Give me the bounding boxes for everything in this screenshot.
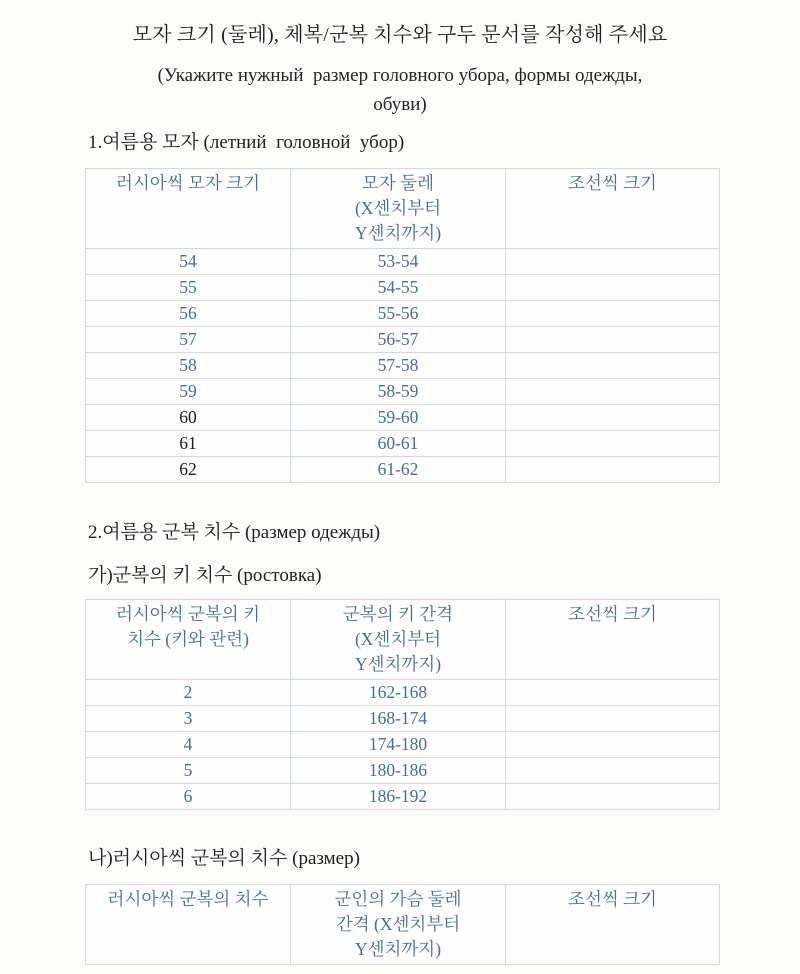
table-cell: 55 [86, 275, 291, 301]
table-cell [506, 353, 720, 379]
table-cell [506, 249, 720, 275]
column-header-line: Y센치까지) [354, 223, 442, 243]
table-cell: 59-60 [291, 405, 506, 431]
page-title: 모자 크기 (둘레), 체복/군복 치수와 구두 문서를 작성해 주세요 [132, 24, 668, 46]
table-row [86, 249, 720, 275]
subtitle-line-1: (Укажите нужный размер головного убора, формы одежды, [157, 65, 643, 86]
table-cell: 6 [86, 784, 291, 810]
table-cell: 58 [86, 353, 291, 379]
table-cell: 5 [86, 758, 291, 784]
table-cell: 168-174 [291, 706, 506, 732]
table-cell: 2 [86, 680, 291, 706]
column-header-line: 군복의 키 간격 [342, 604, 454, 624]
section-heading-summer-hat: 1.여름용 모자 (летний головной убор) [88, 132, 405, 153]
header-row [86, 885, 720, 965]
column-header [86, 600, 291, 680]
table-cell [506, 457, 720, 483]
column-header-line: 간격 (X센치부터 [335, 914, 461, 934]
table-row [86, 732, 720, 758]
column-header-line: 조선씩 크기 [568, 604, 657, 624]
column-header-line: 러시아씩 군복의 키 [116, 604, 260, 624]
column-header [506, 169, 720, 249]
header-row [86, 169, 720, 249]
table-row [86, 758, 720, 784]
uniform-height-table [85, 599, 720, 810]
table-row [86, 706, 720, 732]
table-row [86, 379, 720, 405]
column-header-line: Y센치까지) [354, 939, 442, 959]
column-header-line: 러시아씩 군복의 치수 [107, 889, 269, 909]
table-cell: 57-58 [291, 353, 506, 379]
section-heading-summer-uniform: 2.여름용 군복 치수 (размер одежды) [88, 522, 381, 543]
table-cell: 62 [86, 457, 291, 483]
hat-size-table [85, 168, 720, 483]
table-cell: 3 [86, 706, 291, 732]
column-header-line: Y센치까지) [354, 654, 442, 674]
column-header [506, 885, 720, 965]
table-cell [506, 405, 720, 431]
table-row [86, 680, 720, 706]
table-cell [506, 758, 720, 784]
table-row [86, 301, 720, 327]
header-row [86, 600, 720, 680]
table-row [86, 405, 720, 431]
table-row [86, 784, 720, 810]
table-cell: 180-186 [291, 758, 506, 784]
table-cell [506, 680, 720, 706]
column-header-line: 군인의 가슴 둘레 [334, 889, 462, 909]
table-cell: 162-168 [291, 680, 506, 706]
table-cell [506, 431, 720, 457]
table-cell: 60 [86, 405, 291, 431]
table-row [86, 431, 720, 457]
page-subtitle-russian [0, 61, 800, 119]
subtitle-line-2: обуви) [373, 94, 427, 115]
table-cell: 56-57 [291, 327, 506, 353]
column-header [506, 600, 720, 680]
column-header [86, 885, 291, 965]
table-cell: 174-180 [291, 732, 506, 758]
column-header-line: (X센치부터 [354, 629, 442, 649]
section-heading-uniform-height: 가)군복의 키 치수 (ростовка) [88, 565, 322, 586]
table-cell [506, 732, 720, 758]
table-row [86, 327, 720, 353]
table-cell: 4 [86, 732, 291, 758]
table-cell: 54 [86, 249, 291, 275]
table-row [86, 457, 720, 483]
table-cell: 60-61 [291, 431, 506, 457]
table-cell: 54-55 [291, 275, 506, 301]
table-cell: 58-59 [291, 379, 506, 405]
table-cell: 61 [86, 431, 291, 457]
table-cell [506, 301, 720, 327]
table-row [86, 275, 720, 301]
table-cell [506, 275, 720, 301]
column-header-line: 조선씩 크기 [568, 889, 657, 909]
table-cell: 57 [86, 327, 291, 353]
table-cell [506, 327, 720, 353]
table-cell [506, 784, 720, 810]
section-heading-uniform-size: 나)러시아씩 군복의 치수 (размер) [88, 848, 360, 869]
table-cell: 59 [86, 379, 291, 405]
table-cell: 56 [86, 301, 291, 327]
column-header [291, 169, 506, 249]
column-header-line: 러시아씩 모자 크기 [116, 173, 260, 193]
column-header [291, 885, 506, 965]
table-cell [506, 379, 720, 405]
table-cell [506, 706, 720, 732]
table-cell: 61-62 [291, 457, 506, 483]
column-header-line: 조선씩 크기 [568, 173, 657, 193]
table-row [86, 353, 720, 379]
uniform-size-table [85, 884, 720, 965]
table-cell: 55-56 [291, 301, 506, 327]
column-header-line: 치수 (키와 관련) [127, 629, 249, 649]
column-header-line: (X센치부터 [354, 198, 442, 218]
column-header-line: 모자 둘레 [362, 173, 434, 193]
column-header [291, 600, 506, 680]
column-header [86, 169, 291, 249]
table-cell: 186-192 [291, 784, 506, 810]
table-cell: 53-54 [291, 249, 506, 275]
